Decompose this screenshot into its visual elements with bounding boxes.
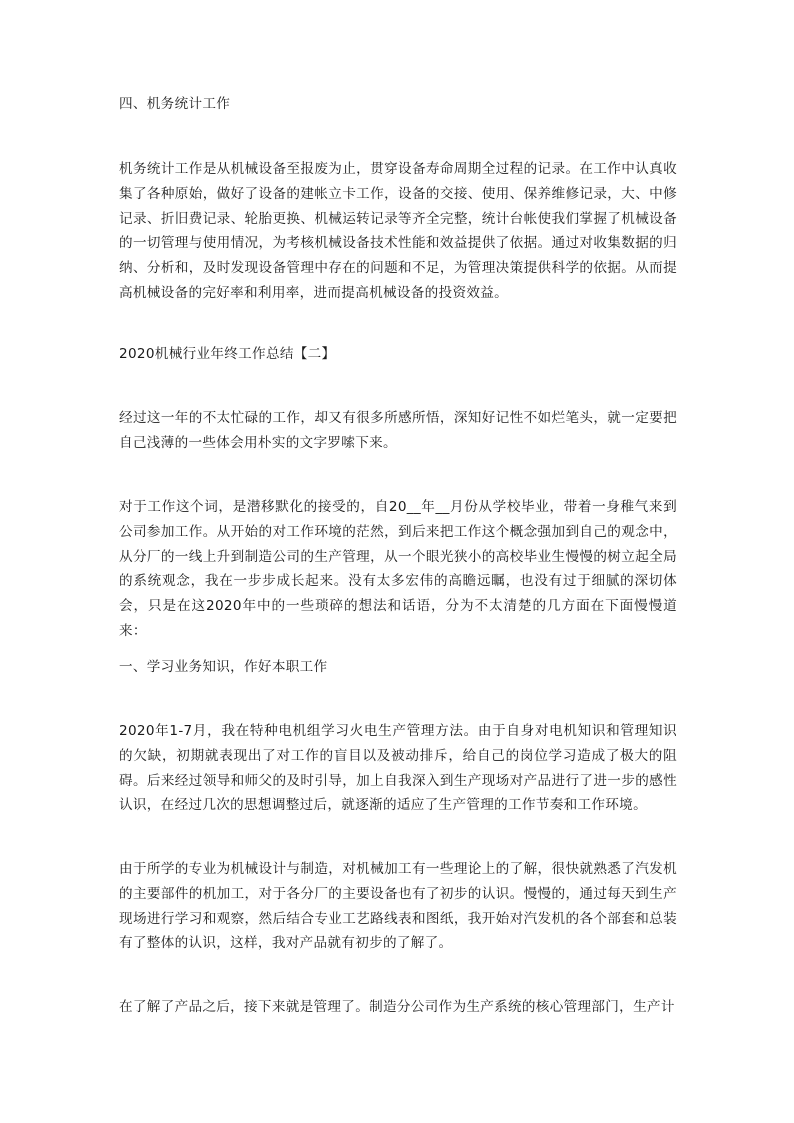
paragraph-mechanical-statistics: 机务统计工作是从机械设备至报废为止，贯穿设备寿命周期全过程的记录。在工作中认真收集了各种原始，做好了设备的建帐立卡工作，设备的交接、使用、保养维修记录，大、中修记录、折旧费记录、轮胎更换、机械运转记录等齐全完整，统计台帐使我们掌握了机械设备的一切管理与使用情况，为考核机械设备技术性能和效益提供了依据。通过对收集数据的归纳、分析和，及时发现设备管理中存在的问题和不足，为管理决策提供科学的依据。从而提高机械设备的完好率和利用率，进而提高机械设备的投资效益。: [119, 161, 677, 301]
section-heading-learning: 一、学习业务知识，作好本职工作: [119, 659, 328, 675]
document-subtitle: 2020机械行业年终工作总结【二】: [119, 346, 336, 362]
paragraph-work-experience: 对于工作这个词，是潜移默化的接受的，自20__年__月份从学校毕业，带着一身稚气来到公司参加工作。从开始的对工作环境的茫然，到后来把工作这个概念强加到自己的观念中，从分厂的一线上升到制造公司的生产管理，从一个眼光狭小的高校毕业生慢慢的树立起全局的系统观念，我在一步步成长起来。没有太多宏伟的高瞻远瞩，也没有过于细腻的深切体会，只是在这2020年中的一些琐碎的想法和话语，分为不太清楚的几方面在下面慢慢道来：: [119, 499, 677, 639]
section-heading-mechanical-statistics: 四、机务统计工作: [119, 96, 231, 112]
paragraph-study: 2020年1-7月，我在特种电机组学习火电生产管理方法。由于自身对电机知识和管理知识的欠缺，初期就表现出了对工作的盲目以及被动排斥，给自己的岗位学习造成了极大的阻碍。后来经过领导和师父的及时引导，加上自我深入到生产现场对产品进行了进一步的感性认识，在经过几次的思想调整过后，就逐渐的适应了生产管理的工作节奏和工作环境。: [119, 723, 677, 814]
paragraph-intro: 经过这一年的不太忙碌的工作，却又有很多所感所悟，深知好记性不如烂笔头，就一定要把自己浅薄的一些体会用朴实的文字罗嗦下来。: [119, 410, 677, 451]
paragraph-management: 在了解了产品之后，接下来就是管理了。制造分公司作为生产系统的核心管理部门，生产计: [119, 999, 675, 1015]
paragraph-major: 由于所学的专业为机械设计与制造，对机械加工有一些理论上的了解，很快就熟悉了汽发机的主要部件的机加工，对于各分厂的主要设备也有了初步的认识。慢慢的，通过每天到生产现场进行学习和观察，然后结合专业工艺路线表和图纸，我开始对汽发机的各个部套和总装有了整体的认识，这样，我对产品就有初步的了解了。: [119, 861, 677, 952]
